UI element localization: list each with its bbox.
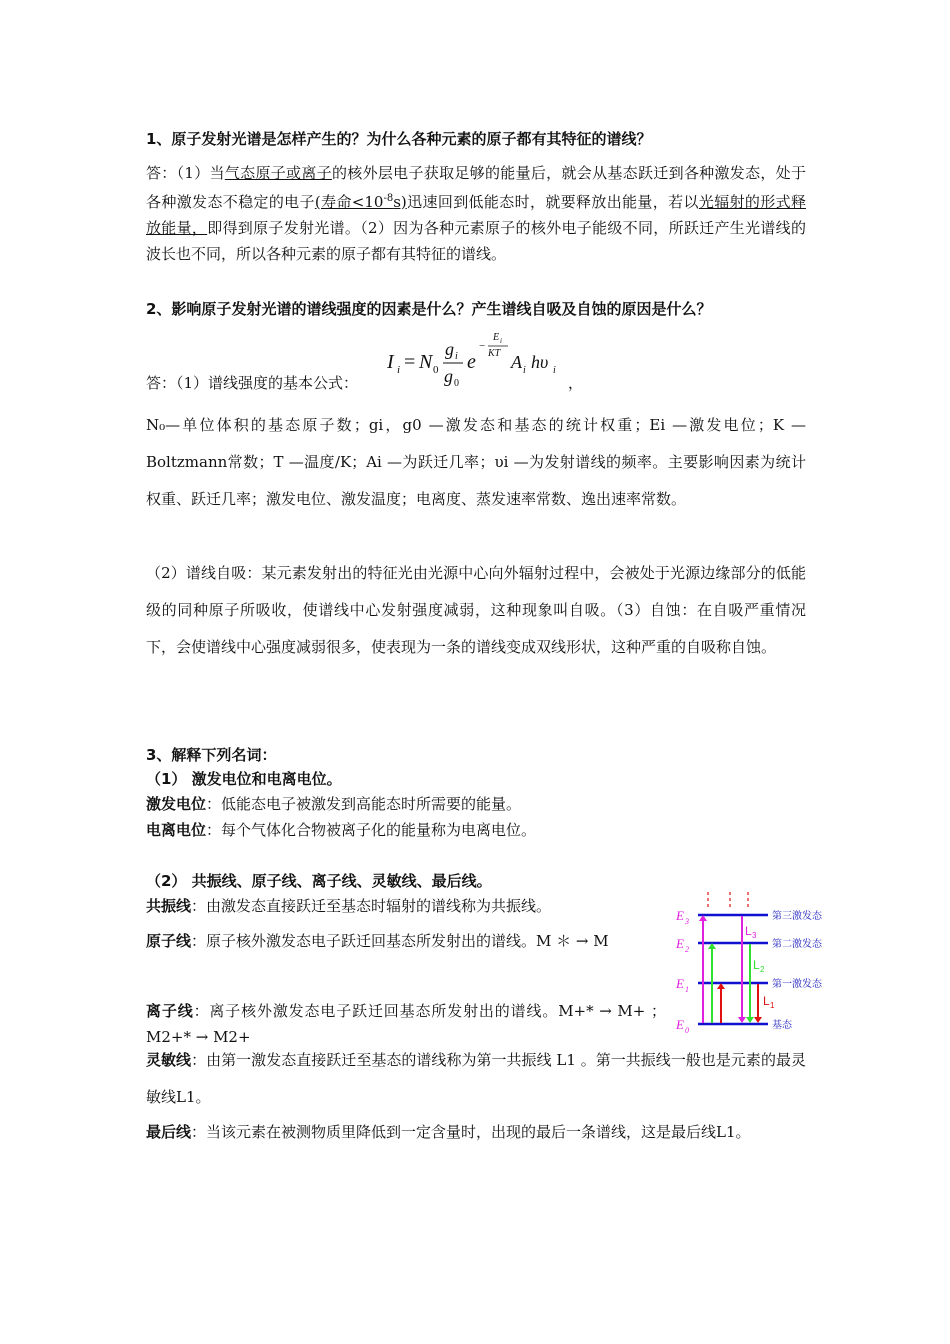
label-e2-sub: 2	[685, 945, 689, 954]
q1-title: 1、原子发射光谱是怎样产生的？为什么各种元素的原子都有其特征的谱线？	[146, 130, 652, 148]
formula-I: I	[387, 351, 394, 373]
label-e1-sub: 1	[685, 985, 689, 994]
label-e3-sub: 3	[685, 917, 689, 926]
formula-e: e	[467, 351, 476, 373]
energy-level-diagram	[670, 888, 840, 1040]
formula-comma: ，	[568, 374, 584, 392]
formula-eq: =	[404, 351, 416, 373]
ionization-potential-term: 电离电位	[146, 821, 207, 839]
level-name-3: 第三激发态	[772, 911, 822, 922]
label-l2-sub: 2	[760, 965, 765, 974]
q1-lifetime-unit: s)	[393, 193, 407, 211]
q1-underline-3: 光辐射的形式释放能量，	[146, 193, 806, 237]
q1-answer-mid2: 迅速回到低能态时，就要释放出能量，若以	[406, 193, 699, 211]
q2-formula-label: 答：（1）谱线强度的基本公式：	[146, 374, 359, 392]
q1-answer	[146, 160, 806, 267]
level-name-2: 第二激发态	[772, 939, 822, 950]
q1-underline-1: 气态原子或离子	[224, 164, 332, 182]
arrowhead-l1	[754, 1017, 762, 1023]
last-line-text: ：当该元素在被测物质里降低到一定含量时，出现的最后一条谱线，这是最后线L1。	[191, 1123, 751, 1141]
formula-Ei-sub: i	[500, 337, 502, 345]
label-l3-sub: 3	[752, 931, 757, 940]
resonance-line-text: ：由激发态直接跃迁至基态时辐射的谱线称为共振线。	[191, 897, 552, 915]
level-name-1: 第一激发态	[772, 979, 822, 990]
formula-N-sub: 0	[433, 364, 439, 376]
q2-para1: N₀—单位体积的基态原子数；gi，g0 —激发态和基态的统计权重；Ei —激发电位；K —Boltzmann常数；T —温度/K；Ai —为跃迁几率；υi —为发射谱线的频率。主要影响因素为统计权重、跃迁几率；激发电位、激发温度；电离度、蒸发速率常数、逸出速率常数。	[146, 416, 806, 508]
formula-minus: −	[479, 340, 486, 352]
formula-g0-sub: 0	[454, 378, 459, 389]
atomic-line-def	[146, 923, 666, 960]
formula-Ei: E	[493, 332, 500, 343]
formula-gi-sub: i	[455, 351, 458, 362]
ionization-potential-def	[146, 817, 806, 843]
formula-hv-sub: i	[553, 365, 556, 376]
q3-sub1: （1） 激发电位和电离电位。	[146, 770, 342, 788]
sensitive-line-text: ：由第一激发态直接跃迁至基态的谱线称为第一共振线 L1 。第一共振线一般也是元素的最灵敏线L1。	[146, 1051, 806, 1106]
arrowhead-l3	[738, 1017, 746, 1023]
q3-sub2: （2） 共振线、原子线、离子线、灵敏线、最后线。	[146, 872, 492, 890]
q1-underline-2	[315, 193, 407, 211]
q3-title: 3、解释下列名词：	[146, 746, 277, 764]
excitation-potential-def	[146, 791, 806, 817]
label-e1: E	[676, 976, 684, 991]
resonance-line-term: 共振线	[146, 897, 192, 915]
line-intensity-formula	[385, 330, 575, 392]
ionic-line-term: 离子线	[146, 1002, 194, 1020]
ionic-line-text: ：离子核外激发态电子跃迁回基态所发射出的谱线。M+* → M+ ；M2+* → M2+	[146, 1002, 666, 1046]
ionization-potential-text: ：每个气体化合物被离子化的能量称为电离电位。	[206, 821, 537, 839]
arrowhead-l2	[746, 1017, 754, 1023]
q1-lifetime-exp: -8	[383, 193, 394, 204]
excitation-potential-text: ：低能态电子被激发到高能态时所需要的能量。	[206, 795, 522, 813]
q2-title: 2、影响原子发射光谱的谱线强度的因素是什么？产生谱线自吸及自蚀的原因是什么？	[146, 300, 712, 318]
label-l1-sub: 1	[770, 1001, 775, 1010]
label-e0: E	[676, 1017, 684, 1032]
dashed-arrows	[708, 892, 748, 910]
formula-I-sub: i	[397, 364, 401, 376]
sensitive-line-term: 灵敏线	[146, 1051, 192, 1069]
q1-answer-prefix: 答：（1）当	[146, 164, 225, 182]
formula-KT: KT	[488, 348, 501, 359]
formula-gi: g	[445, 339, 454, 359]
label-l1: L	[763, 994, 770, 1008]
atomic-line-text: ：原子核外激发态电子跃迁回基态所发射出的谱线。M ＊ → M	[191, 932, 609, 950]
label-l2: L	[753, 958, 760, 972]
excitation-potential-term: 激发电位	[146, 795, 207, 813]
label-e0-sub: 0	[685, 1026, 689, 1035]
formula-N: N	[419, 351, 433, 373]
q2-para2: （2）谱线自吸：某元素发射出的特征光由光源中心向外辐射过程中，会被处于光源边缘部分的低能级的同种原子所吸收，使谱线中心发射强度减弱，这种现象叫自吸。（3）自蚀：在自吸严重情况下，会使谱线中心强度减弱很多，使表现为一条的谱线变成双线形状，这种严重的自吸称自蚀。	[146, 564, 806, 656]
formula-g0: g	[444, 366, 453, 386]
sensitive-line-def	[146, 1042, 806, 1116]
q1-answer-end: 即得到原子发射光谱。（2）因为各种元素原子的核外电子能级不同，所跃迁产生光谱线的波长也不同，所以各种元素的原子都有其特征的谱线。	[146, 219, 806, 263]
last-line-term: 最后线	[146, 1123, 192, 1141]
last-line-def	[146, 1114, 806, 1151]
label-e3: E	[676, 908, 684, 923]
formula-A-sub: i	[523, 365, 526, 376]
label-e2: E	[676, 936, 684, 951]
q1-answer-mid1: 的核外层电子获取足够的能量后，就会从基态跃迁到各种激发态，处于各种激发态不稳定的电子	[146, 164, 806, 211]
formula-hv: hυ	[531, 352, 549, 372]
q1-lifetime: (寿命<10	[314, 193, 384, 211]
label-l3: L	[745, 924, 752, 938]
atomic-line-term: 原子线	[146, 932, 192, 950]
level-name-0: 基态	[772, 1020, 792, 1031]
formula-A: A	[511, 352, 522, 372]
resonance-line-def	[146, 893, 666, 919]
